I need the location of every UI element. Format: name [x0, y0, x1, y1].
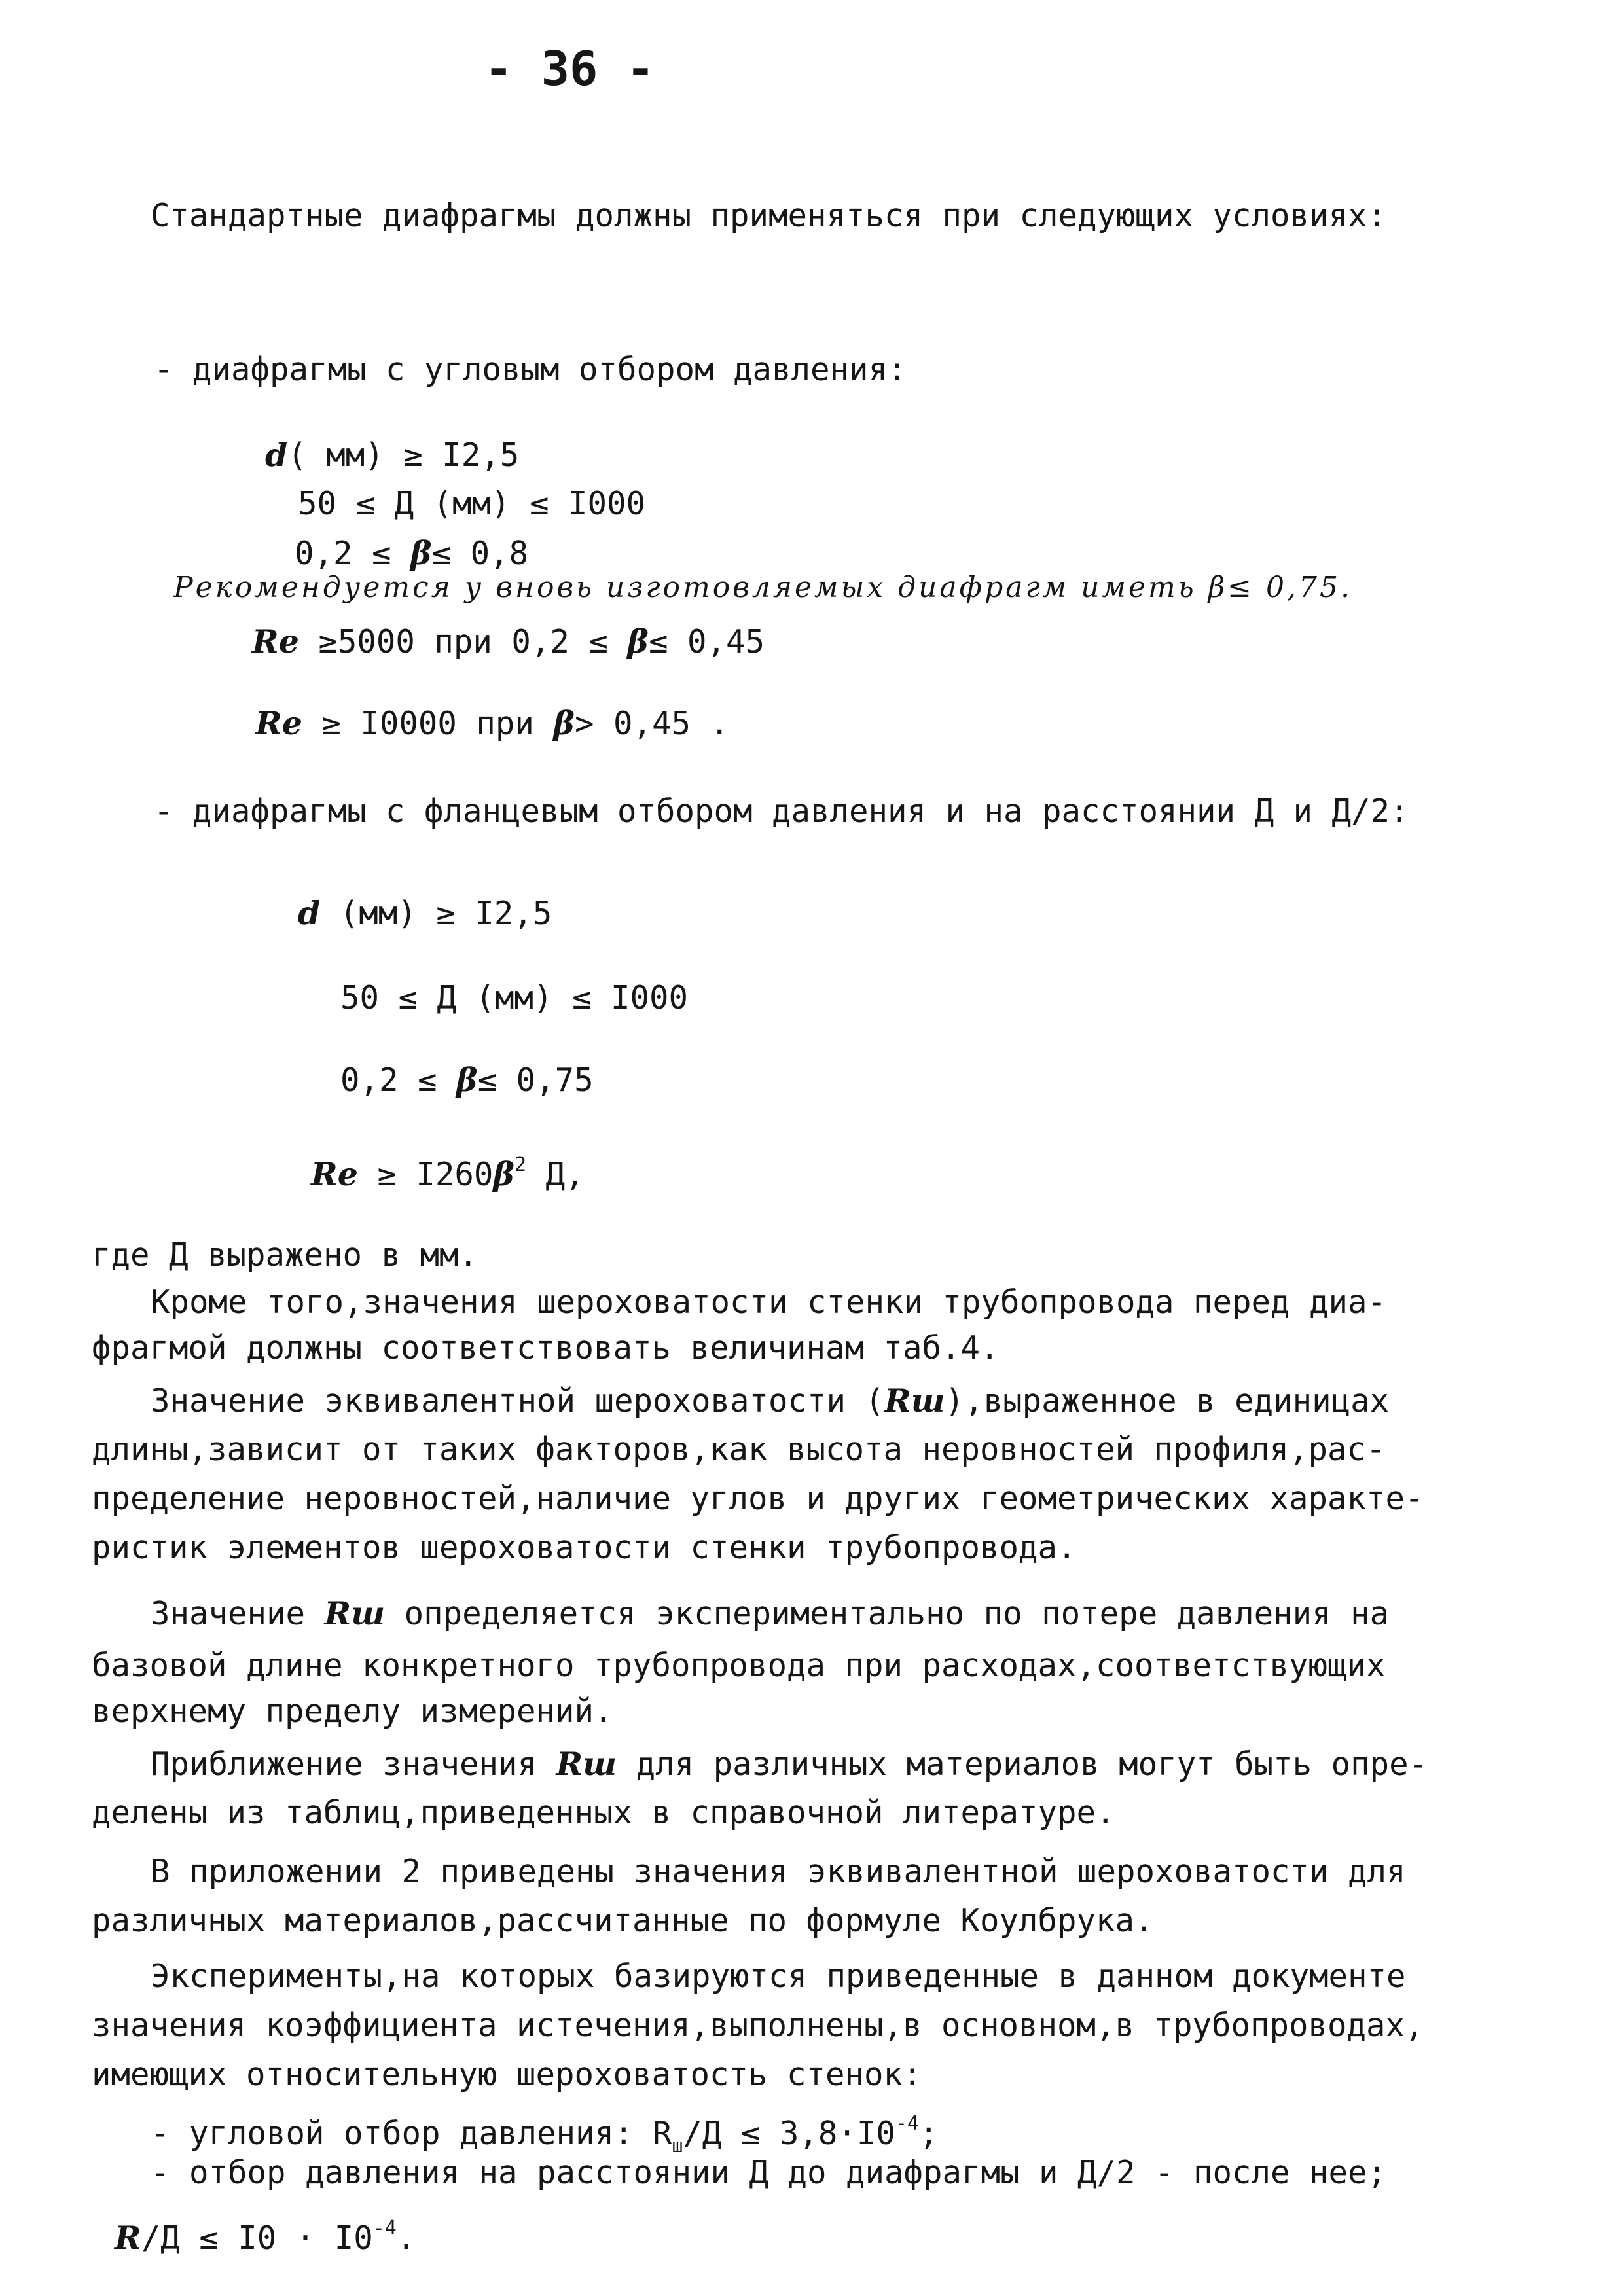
corner-heading: - диафрагмы с угловым отбором давления:	[154, 351, 907, 388]
page-number: - 36 -	[484, 41, 655, 96]
beta-symbol: β	[456, 1061, 478, 1099]
body-line-12: делены из таблиц,приведенных в справочной литературе.	[92, 1794, 1115, 1831]
flange-heading: - диафрагмы с фланцевым отбором давления и на расстоянии Д и Д/2:	[154, 793, 1409, 830]
corner-d-condition: d( мм) ≥ I2,5	[265, 436, 520, 474]
beta-symbol: β	[493, 1155, 514, 1193]
body-line-15: Эксперименты,на которых базируются приведенные в данном документе	[151, 1958, 1406, 1995]
flange-beta-condition: 0,2 ≤ β≤ 0,75	[340, 1061, 594, 1099]
body-line-05: длины,зависит от таких факторов,как высота неровностей профиля,рас-	[92, 1431, 1386, 1468]
beta-symbol: β	[410, 534, 432, 572]
re-symbol: Re	[311, 1155, 358, 1193]
corner-re-condition-1: Re ≥5000 при 0,2 ≤ β≤ 0,45	[252, 622, 765, 660]
body-line-07: ристик элементов шероховатости стенки трубопровода.	[92, 1529, 1077, 1566]
body-line-18: - угловой отбор давления: $R_ш/Д \le 3,8\cdot I0^{-4}$;	[151, 2112, 939, 2157]
re-symbol: Re	[252, 622, 299, 660]
body-line-06: пределение неровностей,наличие углов и других геометрических характе-	[92, 1480, 1424, 1517]
body-line-16: значения коэффициента истечения,выполнены,в основном,в трубопроводах,	[92, 2007, 1424, 2044]
beta-symbol: β	[627, 622, 649, 660]
body-line-20: $R/Д \le I0 \cdot I0^{-4}$.	[115, 2217, 416, 2257]
body-line-04: Значение эквивалентной шероховатости (Rш),выраженное в единицах	[151, 1382, 1390, 1420]
re-symbol: Re	[255, 704, 302, 742]
corner-re-condition-2: Re ≥ I0000 при β> 0,45 .	[255, 704, 729, 742]
corner-beta-condition: 0,2 ≤ β≤ 0,8	[295, 534, 529, 572]
flange-D-condition: 50 ≤ Д (мм) ≤ I000	[340, 979, 689, 1016]
body-line-01: где Д выражено в мм.	[92, 1236, 478, 1274]
roughness-symbol: Rш	[884, 1382, 945, 1420]
body-line-17: имеющих относительную шероховатость стенок:	[92, 2056, 922, 2093]
body-line-09: базовой длине конкретного трубопровода при расходах,соответствующих	[92, 1647, 1386, 1684]
roughness-symbol: R	[115, 2219, 141, 2257]
body-line-08: Значение Rш определяется экспериментально по потере давления на	[151, 1594, 1390, 1632]
flange-re-condition: $Re \ge I260\beta^2$ Д,	[311, 1153, 585, 1193]
beta-symbol: β	[1208, 571, 1228, 604]
handwritten-note: Рекомендуется у вновь изготовляемых диафрагм иметь β≤ 0,75.	[173, 571, 1352, 604]
flange-d-condition: d (мм) ≥ I2,5	[298, 894, 552, 932]
intro-paragraph: Стандартные диафрагмы должны применяться при следующих условиях:	[151, 197, 1387, 234]
body-line-02: Кроме того,значения шероховатости стенки трубопровода перед диа-	[151, 1283, 1387, 1321]
body-line-03: фрагмой должны соответствовать величинам таб.4.	[92, 1329, 1000, 1367]
roughness-symbol: Rш	[324, 1594, 386, 1632]
beta-symbol: β	[553, 704, 575, 742]
body-line-14: различных материалов,рассчитанные по формуле Коулбрука.	[92, 1902, 1154, 1939]
d-symbol: d	[265, 436, 288, 474]
body-line-10: верхнему пределу измерений.	[92, 1693, 613, 1730]
body-line-11: Приближение значения Rш для различных материалов могут быть опре-	[151, 1745, 1428, 1783]
body-line-19: - отбор давления на расстоянии Д до диафрагмы и Д/2 - после нее;	[151, 2154, 1387, 2191]
corner-D-condition: 50 ≤ Д (мм) ≤ I000	[298, 485, 646, 522]
roughness-symbol: Rш	[556, 1745, 617, 1783]
d-symbol: d	[298, 894, 321, 932]
body-line-13: В приложении 2 приведены значения эквивалентной шероховатости для	[151, 1853, 1406, 1890]
